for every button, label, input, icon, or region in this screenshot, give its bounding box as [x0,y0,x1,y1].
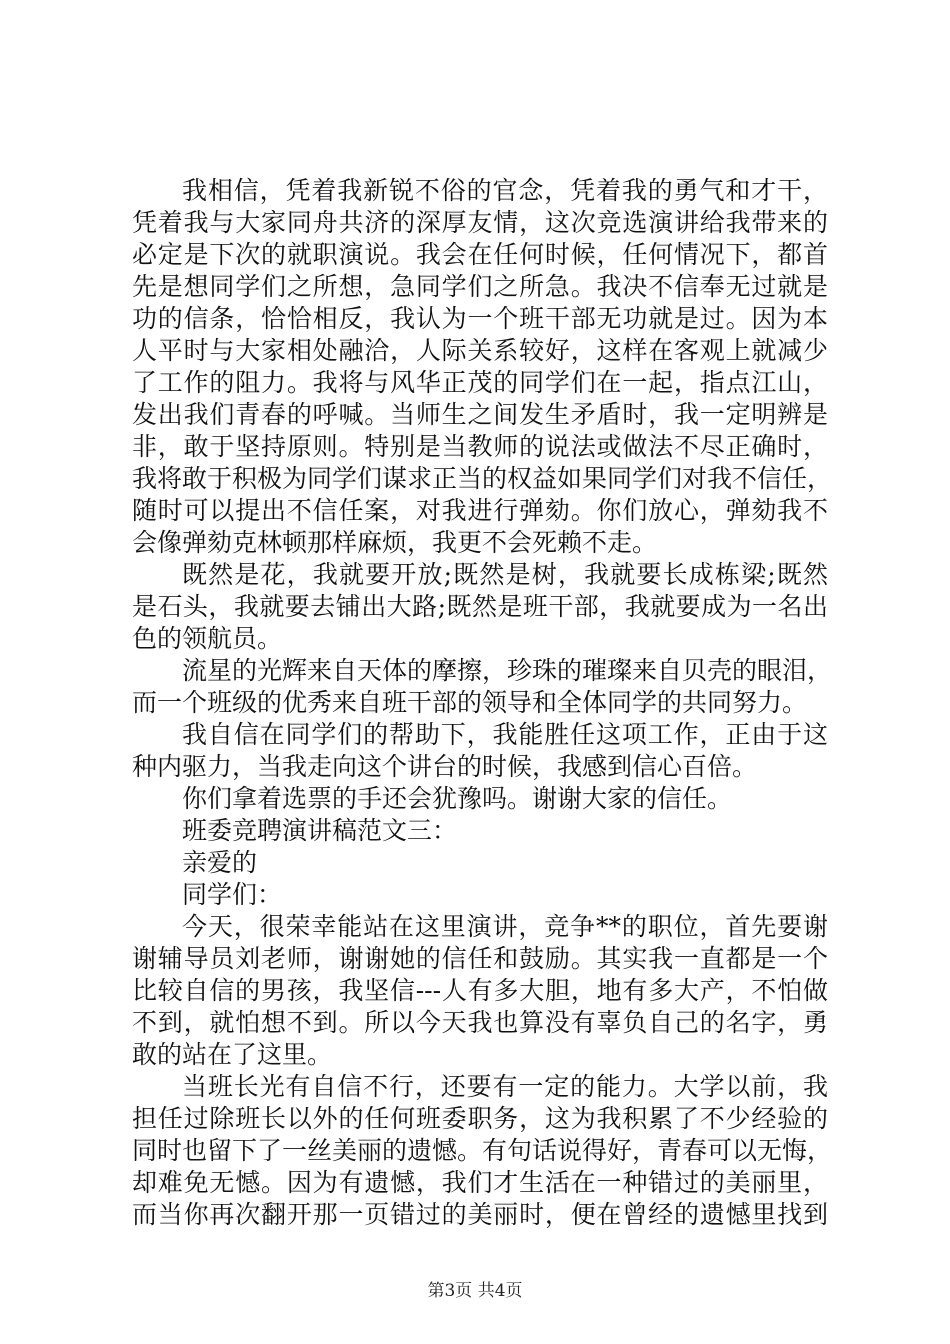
text-line: 却难免无憾。因为有遗憾，我们才生活在一种错过的美丽里， [132,1168,828,1197]
text-line: 谢辅导员刘老师，谢谢她的信任和鼓励。其实我一直都是一个 [132,944,828,973]
text-line: 流星的光辉来自天体的摩擦，珍珠的璀璨来自贝壳的眼泪， [182,656,833,685]
text-line: 我将敢于积极为同学们谋求正当的权益如果同学们对我不信任， [132,464,833,493]
text-line: 当班长光有自信不行，还要有一定的能力。大学以前，我 [182,1072,828,1101]
text-line: 你们拿着选票的手还会犹豫吗。谢谢大家的信任。 [182,784,733,813]
text-line: 色的领航员。 [132,624,283,653]
text-line: 同时也留下了一丝美丽的遗憾。有句话说得好，青春可以无悔， [132,1136,833,1165]
text-line: 同学们： [182,880,283,909]
text-line: 而当你再次翻开那一页错过的美丽时，便在曾经的遗憾里找到 [132,1200,828,1229]
text-line: 了工作的阻力。我将与风华正茂的同学们在一起，指点江山， [132,368,828,397]
text-line: 担任过除班长以外的任何班委职务，这为我积累了不少经验的 [132,1104,828,1133]
text-line: 功的信条，恰恰相反，我认为一个班干部无功就是过。因为本 [132,304,828,333]
text-line: 而一个班级的优秀来自班干部的领导和全体同学的共同努力。 [132,688,808,717]
text-line: 必定是下次的就职演说。我会在任何时候，任何情况下，都首 [132,240,828,269]
text-line: 随时可以提出不信任案，对我进行弹劾。你们放心，弹劾我不 [132,496,828,525]
text-line: 会像弹劾克林顿那样麻烦，我更不会死赖不走。 [132,528,658,557]
text-line: 今天，很荣幸能站在这里演讲，竞争**的职位，首先要谢 [182,912,828,941]
text-line: 不到，就怕想不到。所以今天我也算没有辜负自己的名字，勇 [132,1008,828,1037]
text-line: 比较自信的男孩，我坚信---人有多大胆，地有多大产，不怕做 [132,976,828,1005]
text-line: 种内驱力，当我走向这个讲台的时候，我感到信心百倍。 [132,752,758,781]
text-line: 敢的站在了这里。 [132,1040,333,1069]
section-heading: 班委竞聘演讲稿范文三： [182,816,458,845]
text-line: 亲爱的 [182,848,258,877]
text-line: 人平时与大家相处融洽，人际关系较好，这样在客观上就减少 [132,336,828,365]
text-line: 是石头，我就要去铺出大路;既然是班干部，我就要成为一名出 [132,592,828,621]
page-footer: 第3页 共4页 [427,1281,523,1301]
text-line: 先是想同学们之所想，急同学们之所急。我决不信奉无过就是 [132,272,828,301]
text-line: 既然是花，我就要开放;既然是树，我就要长成栋梁;既然 [182,560,828,589]
text-line: 非，敢于坚持原则。特别是当教师的说法或做法不尽正确时， [132,432,828,461]
text-line: 凭着我与大家同舟共济的深厚友情，这次竞选演讲给我带来的 [132,208,828,237]
text-line: 我自信在同学们的帮助下，我能胜任这项工作，正由于这 [182,720,828,749]
text-line: 我相信，凭着我新锐不俗的官念，凭着我的勇气和才干， [182,176,828,205]
text-line: 发出我们青春的呼喊。当师生之间发生矛盾时，我一定明辨是 [132,400,828,429]
